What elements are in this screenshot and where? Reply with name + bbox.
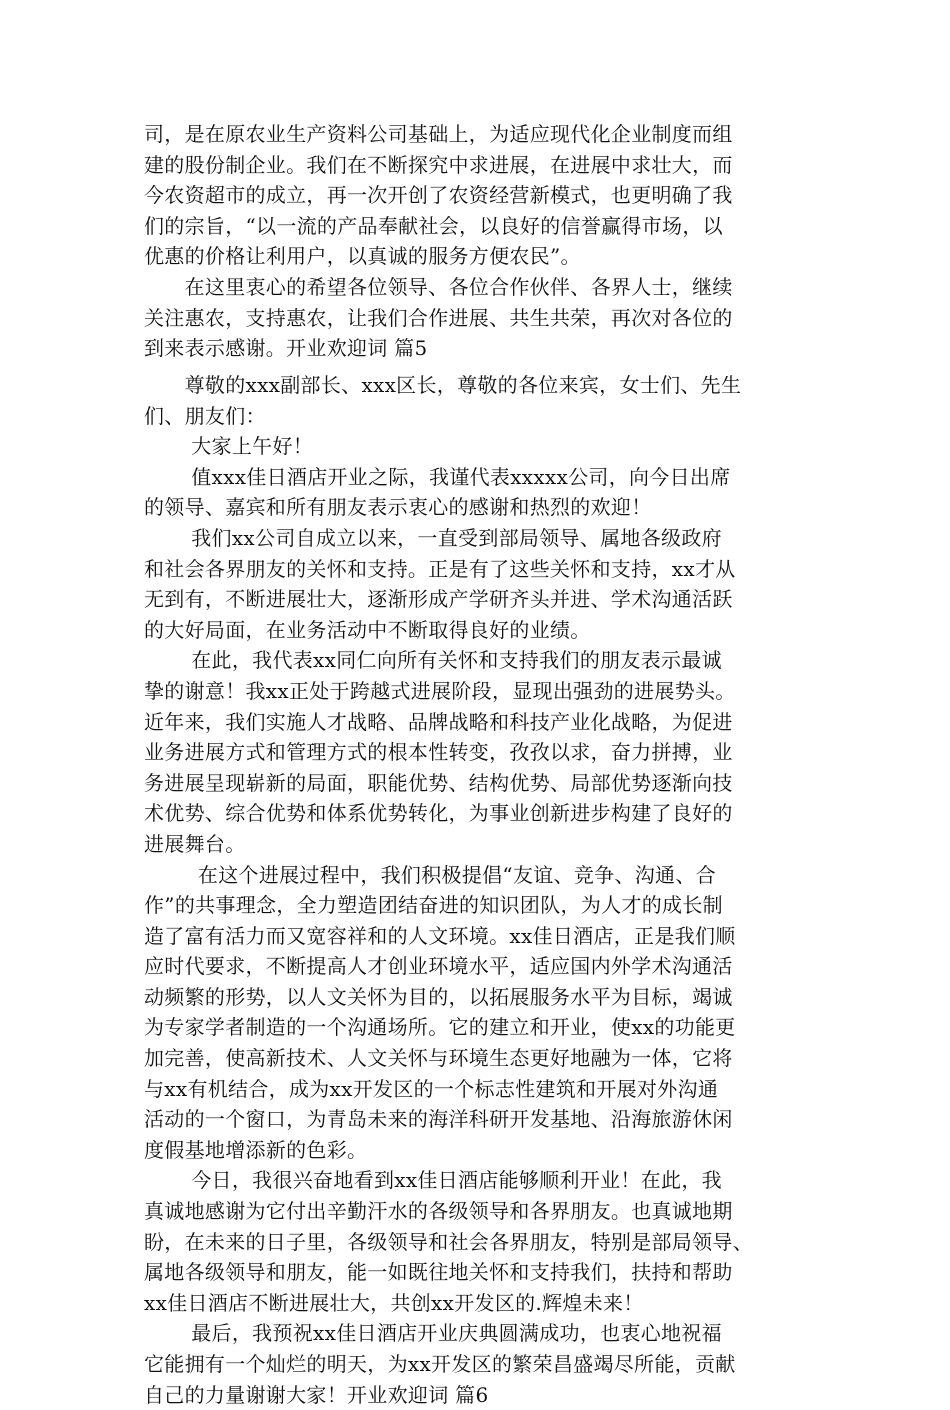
text-line: 近年来，我们实施人才战略、品牌战略和科技产业化战略，为促进 bbox=[144, 709, 733, 734]
text-line: 它能拥有一个灿烂的明天，为xx开发区的繁荣昌盛竭尽所能，贡献 bbox=[144, 1352, 736, 1376]
text-line: 的领导、嘉宾和所有朋友表示衷心的感谢和热烈的欢迎！ bbox=[144, 495, 652, 520]
text-line: xx佳日酒店不断进展壮大，共创xx开发区的.辉煌未来！ bbox=[144, 1290, 644, 1315]
text-line: 挚的谢意！我xx正处于跨越式进展阶段，显现出强劲的进展势头。 bbox=[144, 678, 736, 703]
text-line: 优惠的价格让利用户，以真诚的服务方便农民”。 bbox=[144, 244, 581, 269]
text-block-top bbox=[144, 119, 810, 364]
text-line: 术优势、综合优势和体系优势转化，为事业创新进步构建了良好的 bbox=[144, 801, 733, 826]
text-line: 活动的一个窗口，为青岛未来的海洋科研开发基地、沿海旅游休闲 bbox=[144, 1107, 733, 1132]
text-line: 最后，我预祝xx佳日酒店开业庆典圆满成功，也衷心地祝福 bbox=[144, 1321, 722, 1346]
text-line: 动频繁的形势，以人文关怀为目的，以拓展服务水平为目标，竭诚 bbox=[144, 984, 733, 1009]
text-line: 业务进展方式和管理方式的根本性转变，孜孜以求，奋力拼搏，业 bbox=[144, 740, 733, 765]
text-line: 在这个进展过程中，我们积极提倡“友谊、竞争、沟通、合 bbox=[144, 862, 716, 887]
text-line: 的大好局面，在业务活动中不断取得良好的业绩。 bbox=[144, 617, 591, 642]
text-line: 建的股份制企业。我们在不断探究中求进展，在进展中求壮大，而 bbox=[144, 152, 733, 177]
text-line: 度假基地增添新的色彩。 bbox=[144, 1137, 368, 1162]
text-line: 应时代要求，不断提高人才创业环境水平，适应国内外学术沟通活 bbox=[144, 954, 733, 979]
text-line: 我们xx公司自成立以来，一直受到部局领导、属地各级政府 bbox=[144, 525, 722, 550]
text-line: 在这里衷心的希望各位领导、各位合作伙伴、各界人士，继续 bbox=[144, 274, 733, 299]
text-line: 属地各级领导和朋友，能一如既往地关怀和支持我们，扶持和帮助 bbox=[144, 1260, 733, 1285]
text-line: 尊敬的xxx副部长、xxx区长，尊敬的各位来宾，女士们、先生 bbox=[144, 373, 742, 397]
text-line: 盼，在未来的日子里，各级领导和社会各界朋友，特别是部局领导、 bbox=[144, 1229, 753, 1254]
text-line: 今农资超市的成立，再一次开创了农资经营新模式，也更明确了我 bbox=[144, 183, 733, 208]
text-block-main bbox=[144, 370, 810, 1410]
text-line: 今日，我很兴奋地看到xx佳日酒店能够顺利开业！在此，我 bbox=[144, 1168, 722, 1193]
text-line: 关注惠农，支持惠农，让我们合作进展、共生共荣，再次对各位的 bbox=[144, 305, 733, 330]
text-line: 为专家学者制造的一个沟通场所。它的建立和开业，使xx的功能更 bbox=[144, 1015, 736, 1040]
text-line: 们、朋友们： bbox=[144, 403, 266, 428]
text-line: 大家上午好！ bbox=[144, 434, 314, 459]
text-line: 真诚地感谢为它付出辛勤汗水的各级领导和各界朋友。也真诚地期 bbox=[144, 1199, 733, 1224]
text-line: 与xx有机结合，成为xx开发区的一个标志性建筑和开展对外沟通 bbox=[144, 1076, 719, 1101]
text-line: 加完善，使高新技术、人文关怀与环境生态更好地融为一体，它将 bbox=[144, 1046, 733, 1071]
text-line: 造了富有活力而又宽容祥和的人文环境。xx佳日酒店，正是我们顺 bbox=[144, 923, 736, 948]
text-line: 到来表示感谢。开业欢迎词 篇5 bbox=[144, 336, 428, 361]
text-line: 司，是在原农业生产资料公司基础上，为适应现代化企业制度而组 bbox=[144, 122, 733, 146]
text-line: 们的宗旨，“以一流的产品奉献社会，以良好的信誉赢得市场，以 bbox=[144, 213, 723, 238]
text-line: 在此，我代表xx同仁向所有关怀和支持我们的朋友表示最诚 bbox=[144, 648, 722, 673]
text-line: 值xxx佳日酒店开业之际，我谨代表xxxxx公司，向今日出席 bbox=[144, 464, 731, 489]
text-line: 作”的共事理念，全力塑造团结奋进的知识团队，为人才的成长制 bbox=[144, 893, 723, 918]
text-line: 进展舞台。 bbox=[144, 831, 246, 856]
text-line: 无到有，不断进展壮大，逐渐形成产学研齐头并进、学术沟通活跃 bbox=[144, 587, 733, 612]
text-line: 自己的力量谢谢大家！开业欢迎词 篇6 bbox=[144, 1382, 489, 1407]
text-line: 和社会各界朋友的关怀和支持。正是有了这些关怀和支持，xx才从 bbox=[144, 556, 736, 581]
text-line: 务进展呈现崭新的局面，职能优势、结构优势、局部优势逐渐向技 bbox=[144, 770, 733, 795]
